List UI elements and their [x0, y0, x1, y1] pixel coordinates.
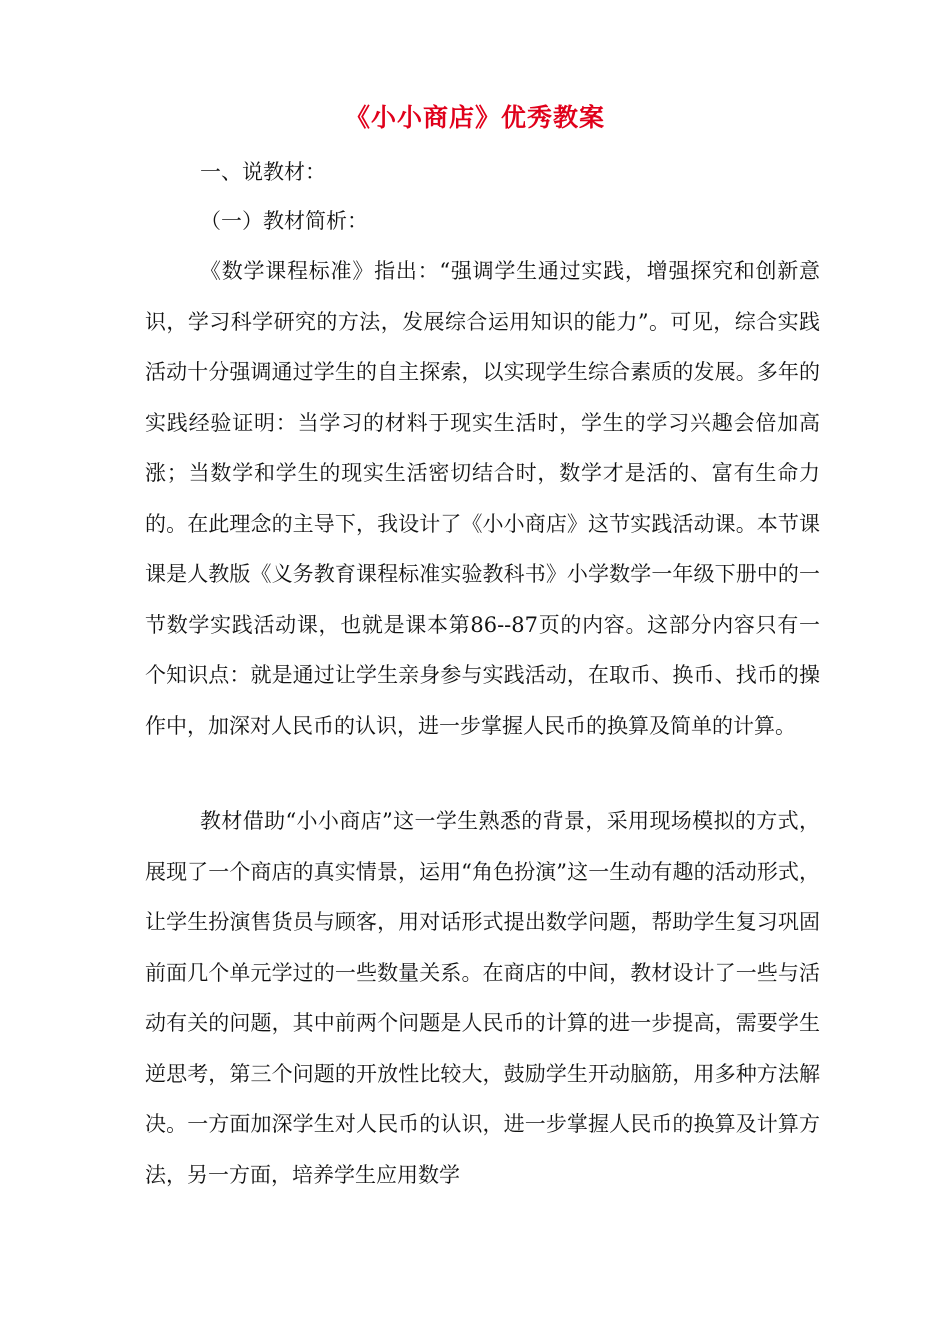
document-title: 《小小商店》优秀教案: [344, 103, 605, 132]
subsection-heading: （一）教材简析：: [200, 209, 368, 233]
section-heading: 一、说教材：: [200, 160, 326, 184]
body-paragraph-2: 教材借助“小小商店”这一学生熟悉的背景，采用现场模拟的方式，展现了一个商店的真实情景，运用“角色扮演”这一生动有趣的活动形式，让学生扮演售货员与顾客，用对话形式提出数学问题，帮助学生复习巩固前面几个单元学过的一些数量关系。在商店的中间，教材设计了一些与活动有关的问题，其中前两个问题是人民币的计算的进一步提高，需要学生逆思考，第三个问题的开放性比较大，鼓励学生开动脑筋，用多种方法解决。一方面加深学生对人民币的认识，进一步掌握人民币的换算及计算方法，另一方面，培养学生应用数学: [145, 809, 820, 1187]
body-paragraph-1: 《数学课程标准》指出：“强调学生通过实践，增强探究和创新意识，学习科学研究的方法，发展综合运用知识的能力”。可见，综合实践活动十分强调通过学生的自主探索，以实现学生综合素质的发展。多年的实践经验证明：当学习的材料于现实生活时，学生的学习兴趣会倍加高涨；当数学和学生的现实生活密切结合时，数学才是活的、富有生命力的。在此理念的主导下，我设计了《小小商店》这节实践活动课。本节课课是人教版《义务教育课程标准实验教科书》小学数学一年级下册中的一节数学实践活动课，也就是课本第86--87页的内容。这部分内容只有一个知识点：就是通过让学生亲身参与实践活动，在取币、换币、找币的操作中，加深对人民币的认识，进一步掌握人民币的换算及简单的计算。: [145, 259, 820, 738]
